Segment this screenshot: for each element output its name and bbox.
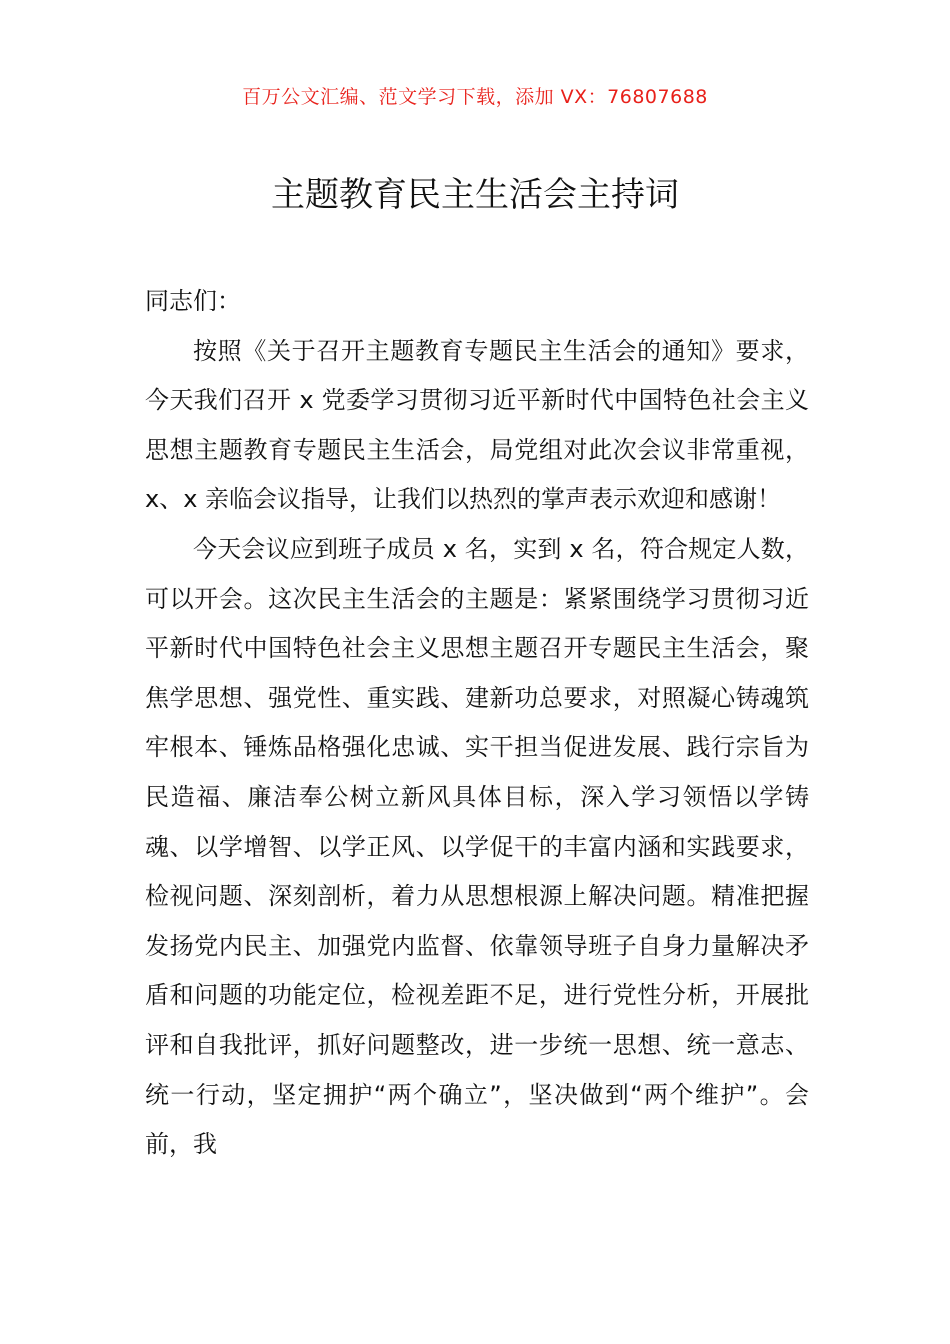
download-notice: 百万公文汇编、范文学习下载，添加 VX：76807688: [242, 86, 708, 108]
salutation: 同志们：: [145, 287, 241, 315]
document-title: 主题教育民主生活会主持词: [271, 175, 679, 215]
paragraph-2: 今天会议应到班子成员 x 名，实到 x 名，符合规定人数，可以开会。这次民主生活会的主题是：紧紧围绕学习贯彻习近平新时代中国特色社会主义思想主题召开专题民主生活会，聚焦学思想、强党性、重实践、建新功总要求，对照凝心铸魂筑牢根本、锤炼品格强化忠诚、实干担当促进发展、践行宗旨为民造福、廉洁奉公树立新风具体目标，深入学习领悟以学铸魂、以学增智、以学正风、以学促干的丰富内涵和实践要求，检视问题、深刻剖析，着力从思想根源上解决问题。精准把握发扬党内民主、加强党内监督、依靠领导班子自身力量解决矛盾和问题的功能定位，检视差距不足，进行党性分析，开展批评和自我批评，抓好问题整改，进一步统一思想、统一意志、统一行动，坚定拥护“两个确立”，坚决做到“两个维护”。会前，我: [145, 534, 809, 1159]
document-body: [145, 277, 809, 1170]
paragraph-1: 按照《关于召开主题教育专题民主生活会的通知》要求，今天我们召开 x 党委学习贯彻习近平新时代中国特色社会主义思想主题教育专题民主生活会，局党组对此次会议非常重视，x、x 亲临会议指导，让我们以热烈的掌声表示欢迎和感谢！: [145, 336, 809, 514]
